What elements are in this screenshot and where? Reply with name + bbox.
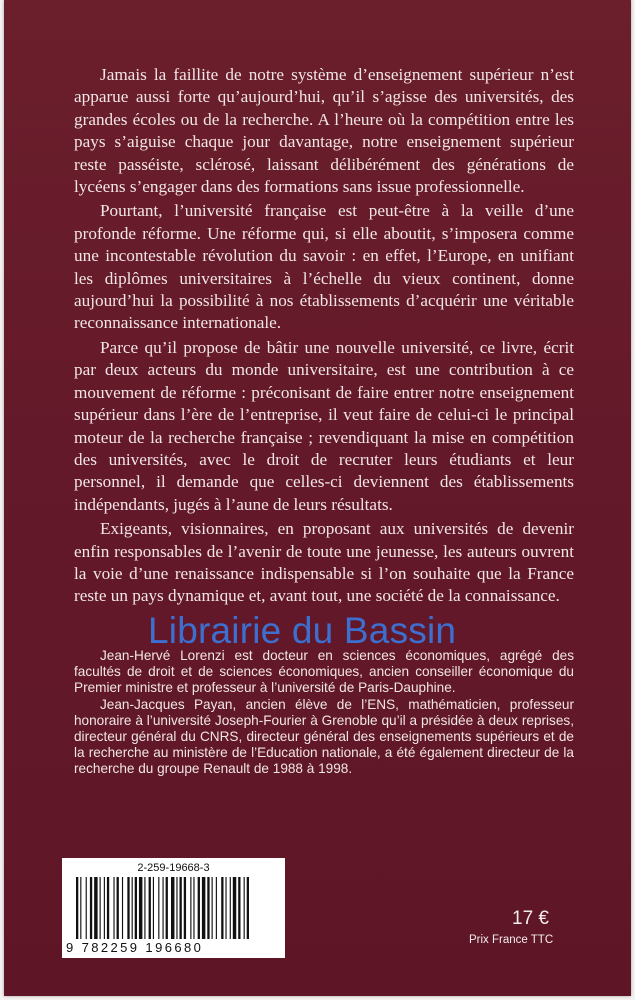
blurb-paragraph-1: Jamais la faillite de notre système d’enseignement supérieur n’est apparue aussi forte qu’aujourd’hui, qu’il s’agisse des universités, des grandes écoles ou de la recherche. A l’heure où la compétition entre les pays s’aiguise chaque jour davantage, notre enseignement supérieur reste passéiste, sclérosé, laissant délibérément des générations de lycéens s’engager dans des formations sans issue professionnelle. <box>74 65 574 197</box>
barcode-icon <box>76 877 272 939</box>
bio-lorenzi: Jean-Hervé Lorenzi est docteur en sciences économiques, agrégé des facultés de droit et de sciences économiques, ancien conseiller économique du Premier ministre et professeur à l’université de Paris-Dauphine. <box>74 648 574 696</box>
blurb-paragraph-4: Exigeants, visionnaires, en proposant aux universités de devenir enfin responsables de l’avenir de toute une jeunesse, les auteurs ouvrent la voie d’une renaissance indispensable si l’on souhaite que la France reste un pays dynamique et, avant tout, une société de la connaissance. <box>74 519 574 606</box>
barcode-label <box>62 858 285 958</box>
bio-payan: Jean-Jacques Payan, ancien élève de l’ENS, mathématicien, professeur honoraire à l’université Joseph-Fourier à Grenoble qu’il a présidée à deux reprises, directeur général du CNRS, directeur général des enseignements supérieurs et de la recherche au ministère de l’Education nationale, a été également directeur de la recherche du groupe Renault de 1988 à 1998. <box>74 696 574 777</box>
watermark-text: Librairie du Bassin <box>148 610 457 651</box>
ean-number: 9 782259 196680 <box>66 940 204 955</box>
price-note: Prix France TTC <box>469 934 554 946</box>
blurb-paragraph-3: Parce qu’il propose de bâtir une nouvelle université, ce livre, écrit par deux acteurs du monde universitaire, est une contribution à ce mouvement de réforme : préconisant de faire entrer notre enseignement supérieur dans l’ère de l’entreprise, il veut faire de celui-ci le principal moteur de la recherche française ; revendiquant la mise en compétition des universités, avec le droit de recruter leurs étudiants et leur personnel, il demande que celles-ci deviennent des établissements indépendants, jugés à l’aune de leurs résultats. <box>74 337 574 514</box>
blurb-text <box>74 64 574 608</box>
author-bios <box>74 648 574 778</box>
back-cover <box>4 0 631 996</box>
isbn-number: 2-259-19668-3 <box>137 862 210 874</box>
blurb-paragraph-2: Pourtant, l’université française est peut-être à la veille d’une profonde réforme. Une réforme qui, si elle aboutit, s’imposera comme une incontestable révolution du savoir : en effet, l’Europe, en unifiant les diplômes universitaires à l’échelle du vieux continent, donne aujourd’hui la possibilité à nos établissements d’acquérir une véritable reconnaissance internationale. <box>74 201 574 333</box>
price: 17 € <box>512 908 549 929</box>
